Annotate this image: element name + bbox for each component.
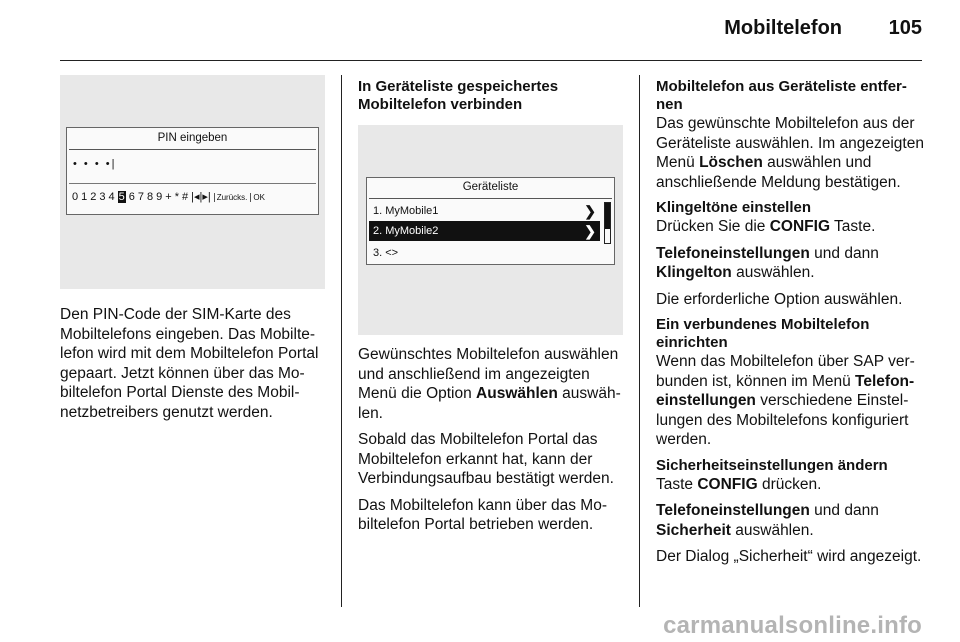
button-label: CONFIG bbox=[697, 475, 758, 493]
device-list-screen bbox=[366, 177, 615, 265]
menu-option-label: Klingelton bbox=[656, 264, 732, 281]
device-list-figure bbox=[358, 125, 623, 335]
pin-arrow-keys: |◂|▸| bbox=[191, 191, 211, 203]
pin-entry-screen bbox=[66, 127, 319, 215]
text-run: auswählen. bbox=[358, 385, 621, 422]
section-heading-ringtones: Klingeltöne einstellen bbox=[656, 199, 812, 216]
column-1-text bbox=[60, 305, 330, 429]
pin-key: 7 bbox=[137, 191, 144, 203]
column-3-text bbox=[656, 78, 924, 574]
menu-option-label: Telefoneinstellungen bbox=[656, 372, 915, 409]
pin-screen-title: PIN eingeben bbox=[157, 132, 228, 144]
remove-paragraph bbox=[656, 114, 924, 192]
pin-key: 4 bbox=[108, 191, 115, 203]
section-heading-security: Sicherheitseinstellungen ändern bbox=[656, 456, 888, 474]
pin-key: + bbox=[165, 191, 172, 203]
pin-key: 1 bbox=[81, 191, 88, 203]
security-paragraph-2 bbox=[656, 501, 924, 540]
text-run: Taste bbox=[656, 475, 698, 493]
section-heading-setup: Ein verbundenes Mobiltelefon einrichten bbox=[656, 316, 870, 351]
text-run: drücken. bbox=[757, 475, 822, 493]
text-run: auswählen. bbox=[730, 521, 814, 539]
header-rule bbox=[60, 60, 922, 61]
connect-paragraph-3: Das Mobiltelefon kann über das Mobiltelefon Portal betrieben werden. bbox=[358, 496, 608, 533]
menu-option-label: Löschen bbox=[699, 154, 763, 171]
column-divider-1 bbox=[341, 75, 342, 607]
pin-key: 9 bbox=[156, 191, 163, 203]
pin-keypad bbox=[72, 190, 268, 203]
pin-title-rule bbox=[69, 149, 316, 150]
scrollbar-thumb bbox=[605, 203, 610, 229]
device-list-item bbox=[369, 243, 600, 263]
page-number: 105 bbox=[888, 17, 922, 39]
menu-option-label: Auswählen bbox=[476, 385, 558, 402]
section-heading-connect: In Geräteliste gespeichertes Mobiltelefon verbinden bbox=[358, 78, 559, 113]
pin-back-key: Zurücks. bbox=[214, 193, 248, 202]
text-run: und dann bbox=[809, 244, 879, 262]
pin-paragraph: Den PIN-Code der SIM-Karte des Mobiltelefons eingeben. Das Mobiltelefon wird mit dem Mobiltelefon Portal gepaart. Jetzt können über das Mobiltelefon Portal Dienste des Mobilnetzbetreibers genutzt werden. bbox=[60, 306, 319, 421]
device-list-item bbox=[369, 201, 600, 221]
security-paragraph-1 bbox=[656, 475, 924, 495]
pin-key: 8 bbox=[147, 191, 154, 203]
connect-paragraph-1 bbox=[358, 345, 632, 423]
text-run: Taste. bbox=[830, 218, 876, 235]
pin-key: 3 bbox=[99, 191, 106, 203]
text-run: verschiedene Einstellungen des Mobiltelefons konfiguriert werden. bbox=[656, 392, 909, 448]
text-run: auswählen. bbox=[731, 264, 815, 281]
running-header-title: Mobiltelefon bbox=[724, 17, 842, 39]
device-list-item-label: 3. <> bbox=[373, 247, 399, 259]
pin-key: 6 bbox=[128, 191, 135, 203]
watermark: carmanualsonline.info bbox=[663, 612, 922, 639]
column-2-text bbox=[358, 345, 632, 542]
column-2-heading bbox=[358, 78, 630, 114]
ringtones-paragraph-1 bbox=[656, 217, 924, 237]
ringtones-paragraph-2 bbox=[656, 244, 924, 283]
menu-option-label: Telefoneinstellungen bbox=[656, 502, 810, 519]
menu-option-label: Sicherheit bbox=[656, 521, 731, 539]
text-run: und dann bbox=[809, 502, 879, 519]
pin-ok-key: OK bbox=[250, 193, 265, 202]
pin-entry-figure bbox=[60, 75, 325, 289]
pin-key: 2 bbox=[90, 191, 97, 203]
text-run: Gewünschtes Mobiltelefon auswählen und anschließend im angezeigten Menü die Option bbox=[358, 346, 619, 402]
setup-paragraph bbox=[656, 352, 924, 450]
device-list-item-label: 2. MyMobile2 bbox=[373, 225, 439, 237]
pin-key: * bbox=[174, 191, 179, 203]
device-list-item-label: 1. MyMobile1 bbox=[373, 205, 439, 217]
security-paragraph-3: Der Dialog „Sicherheit“ wird angezeigt. bbox=[656, 548, 922, 565]
pin-key: 0 bbox=[72, 191, 79, 203]
chevron-right-icon: ❯ bbox=[584, 203, 596, 219]
pin-entry-dots: • • • •| bbox=[73, 158, 117, 170]
device-list-title-rule bbox=[369, 198, 612, 199]
pin-keys-rule bbox=[69, 183, 316, 184]
pin-key-selected: 5 bbox=[118, 191, 125, 203]
text-run: Das gewünschte Mobiltelefon aus der Geräteliste auswählen. Im angezeigten Menü bbox=[656, 115, 924, 171]
text-run: auswählen und anschließende Meldung bestätigen. bbox=[656, 154, 901, 191]
section-heading-remove: Mobiltelefon aus Geräteliste entfernen bbox=[656, 78, 907, 113]
chevron-right-icon: ❯ bbox=[584, 223, 596, 239]
menu-option-label: Telefoneinstellungen bbox=[656, 244, 810, 262]
device-list-item-selected bbox=[369, 221, 600, 241]
button-label: CONFIG bbox=[769, 218, 831, 235]
column-divider-2 bbox=[639, 75, 640, 607]
pin-key: # bbox=[181, 191, 189, 203]
connect-paragraph-2: Sobald das Mobiltelefon Portal das Mobiltelefon erkannt hat, kann der Verbindungsaufbau bestätigt werden. bbox=[358, 431, 614, 487]
text-run: Drücken Sie die bbox=[656, 218, 770, 235]
device-list-scrollbar bbox=[604, 202, 611, 244]
text-run: Wenn das Mobiltelefon über SAP verbunden ist, können im Menü bbox=[656, 353, 915, 390]
ringtones-paragraph-3: Die erforderliche Option auswählen. bbox=[656, 290, 903, 308]
device-list-title: Geräteliste bbox=[462, 181, 519, 193]
